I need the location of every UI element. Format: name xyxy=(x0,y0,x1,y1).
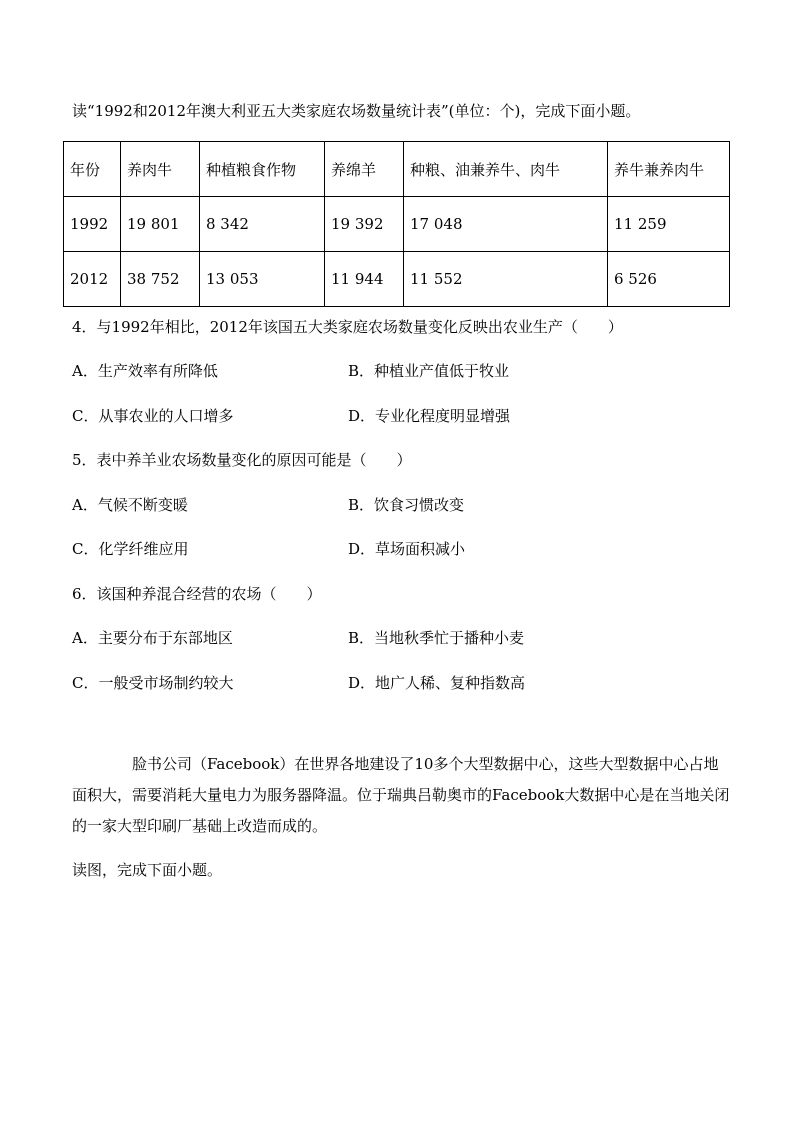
question-5-stem: 5．表中养羊业农场数量变化的原因可能是（ ） xyxy=(72,451,412,469)
table-cell: 11 552 xyxy=(404,252,608,307)
question-4-option-a: A．生产效率有所降低 xyxy=(72,362,218,380)
header-cell: 种植粮食作物 xyxy=(200,142,325,197)
question-6-option-b: B．当地秋季忙于播种小麦 xyxy=(348,629,525,647)
question-6-option-c: C．一般受市场制约较大 xyxy=(72,674,234,692)
table-cell: 19 392 xyxy=(325,197,404,252)
table-cell: 2012 xyxy=(64,252,121,307)
header-cell: 养牛兼养肉牛 xyxy=(608,142,730,197)
header-cell: 养绵羊 xyxy=(325,142,404,197)
question-6-option-d: D．地广人稀、复种指数高 xyxy=(348,674,526,692)
passage-text: 脸书公司（Facebook）在世界各地建设了10多个大型数据中心，这些大型数据中心占地面积大，需要消耗大量电力为服务器降温。位于瑞典吕勒奥市的Facebook大数据中心是在当地关闭的一家大型印刷厂基础上改造而成的。 xyxy=(72,755,730,835)
reading-passage xyxy=(72,749,732,842)
table-cell: 13 053 xyxy=(200,252,325,307)
question-4-option-d: D．专业化程度明显增强 xyxy=(348,407,511,425)
table-cell: 19 801 xyxy=(121,197,200,252)
question-5-option-b: B．饮食习惯改变 xyxy=(348,496,465,514)
question-6-option-a: A．主要分布于东部地区 xyxy=(72,629,233,647)
table-cell: 38 752 xyxy=(121,252,200,307)
table-cell: 11 259 xyxy=(608,197,730,252)
table-cell: 8 342 xyxy=(200,197,325,252)
question-4-stem: 4．与1992年相比，2012年该国五大类家庭农场数量变化反映出农业生产（ ） xyxy=(72,318,623,336)
question-5-option-c: C．化学纤维应用 xyxy=(72,540,189,558)
header-cell: 种粮、油兼养牛、肉牛 xyxy=(404,142,608,197)
question-4-option-c: C．从事农业的人口增多 xyxy=(72,407,234,425)
question-5-option-d: D．草场面积减小 xyxy=(348,540,466,558)
table-cell: 1992 xyxy=(64,197,121,252)
table-cell: 6 526 xyxy=(608,252,730,307)
farm-statistics-table xyxy=(63,141,730,307)
table-row xyxy=(64,252,730,307)
question-6-stem: 6．该国种养混合经营的农场（ ） xyxy=(72,585,322,603)
reading-instruction: 读图，完成下面小题。 xyxy=(72,861,223,879)
table-cell: 11 944 xyxy=(325,252,404,307)
table-header-row xyxy=(64,142,730,197)
question-5-option-a: A．气候不断变暖 xyxy=(72,496,188,514)
table-cell: 17 048 xyxy=(404,197,608,252)
question-4-option-b: B．种植业产值低于牧业 xyxy=(348,362,510,380)
header-cell: 养肉牛 xyxy=(121,142,200,197)
table-intro: 读“1992和2012年澳大利亚五大类家庭农场数量统计表”(单位：个)，完成下面小题。 xyxy=(72,102,641,120)
table-row xyxy=(64,197,730,252)
header-cell: 年份 xyxy=(64,142,121,197)
